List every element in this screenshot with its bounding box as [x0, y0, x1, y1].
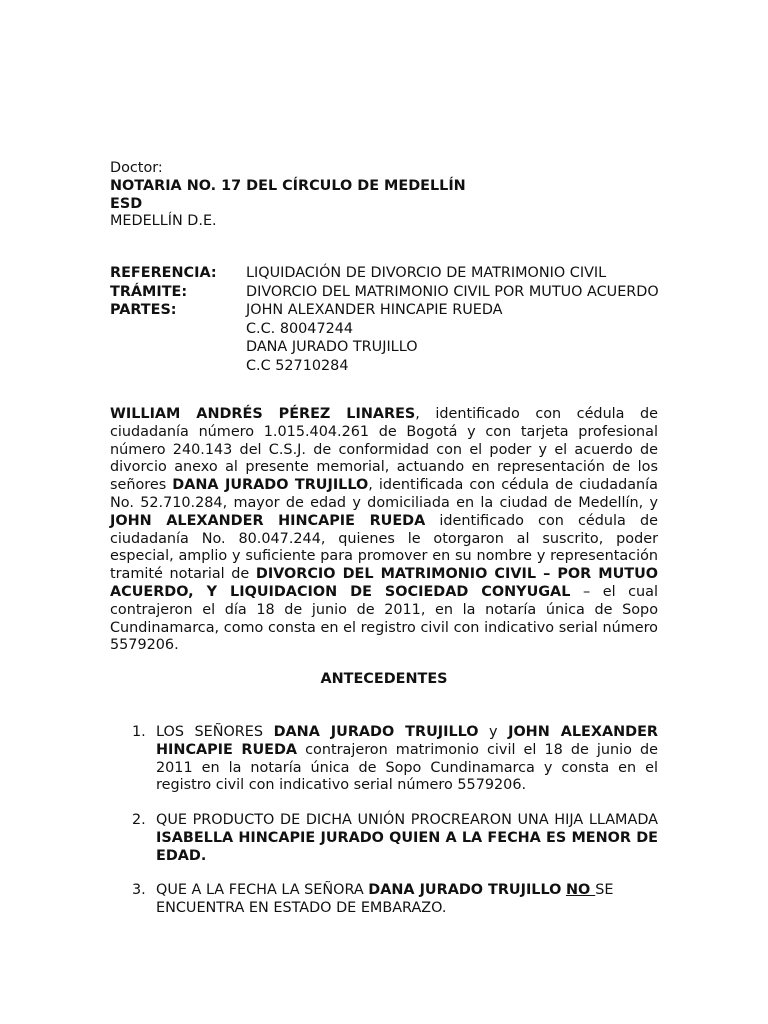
- party-name: JOHN ALEXANDER HINCAPIE RUEDA: [110, 512, 426, 529]
- addressee-block: [110, 160, 466, 231]
- parte2-id-row: [110, 358, 659, 377]
- antecedente-item: [110, 812, 658, 865]
- lawyer-name: WILLIAM ANDRÉS PÉREZ LINARES: [110, 406, 416, 422]
- parte1-id-row: [110, 321, 659, 340]
- parte1-id: C.C. 80047244: [246, 320, 354, 337]
- referencia-value: LIQUIDACIÓN DE DIVORCIO DE MATRIMONIO CIVIL: [246, 265, 607, 281]
- referencia-row: [110, 265, 659, 284]
- item-number: 2.: [132, 812, 146, 828]
- reference-block: [110, 265, 659, 376]
- notary-name: NOTARIA NO. 17 DEL CÍRCULO DE MEDELLÍN: [110, 177, 466, 194]
- parte2-id: C.C 52710284: [246, 357, 349, 374]
- antecedentes-heading: ANTECEDENTES: [320, 671, 448, 687]
- parte2-name-row: [110, 339, 659, 358]
- item-number: 1.: [132, 724, 146, 740]
- procedure-name: DIVORCIO DEL MATRIMONIO CIVIL – POR MUTUO ACUERDO, Y LIQUIDACION DE SOCIEDAD CONYUGAL: [110, 566, 658, 600]
- intro-paragraph: WILLIAM ANDRÉS PÉREZ LINARES, identificado con cédula de ciudadanía número 1.015.404.261 de Bogotá y con tarjeta profesional número 240.143 del C.S.J. de conformidad con el poder y el acuerdo de divorcio anexo al presente memorial, actuando en representación de los señores DANA JURADO TRUJILLO, identificada con cédula de ciudadanía No. 52.710.284, mayor de edad y domiciliada en la ciudad de Medellín, y JOHN ALEXANDER HINCAPIE RUEDA identificado con cédula de ciudadanía No. 80.047.244, quienes le otorgaron al suscrito, poder especial, amplio y suficiente para promover en su nombre y representación tramité notarial de DIVORCIO DEL MATRIMONIO CIVIL – POR MUTUO ACUERDO, Y LIQUIDACION DE SOCIEDAD CONYUGAL – el cual contrajeron el día 18 de junio de 2011, en la notaría única de Sopo Cundinamarca, como consta en el registro civil con indicativo serial número 5579206.: [110, 406, 658, 654]
- referencia-label: REFERENCIA:: [110, 265, 217, 281]
- tramite-label: TRÁMITE:: [110, 283, 188, 300]
- tramite-value: DIVORCIO DEL MATRIMONIO CIVIL POR MUTUO ACUERDO: [246, 283, 659, 300]
- parte1-name: JOHN ALEXANDER HINCAPIE RUEDA: [246, 302, 503, 318]
- party-name: DANA JURADO TRUJILLO: [172, 477, 369, 494]
- partes-label: PARTES:: [110, 302, 177, 318]
- salutation: Doctor:: [110, 160, 163, 176]
- item-text: QUE A LA FECHA LA SEÑORA DANA JURADO TRUJILLO NO SE ENCUENTRA EN ESTADO DE EMBARAZO.: [156, 882, 614, 916]
- esd-label: ESD: [110, 195, 143, 212]
- city-line: MEDELLÍN D.E.: [110, 213, 217, 230]
- parte2-name: DANA JURADO TRUJILLO: [246, 339, 418, 355]
- partes-row: [110, 302, 659, 321]
- antecedente-item: [110, 882, 658, 918]
- tramite-row: [110, 284, 659, 303]
- item-text: QUE PRODUCTO DE DICHA UNIÓN PROCREARON UNA HIJA LLAMADA ISABELLA HINCAPIE JURADO QUIEN A LA FECHA ES MENOR DE EDAD.: [156, 812, 658, 864]
- item-text: LOS SEÑORES DANA JURADO TRUJILLO y JOHN ALEXANDER HINCAPIE RUEDA contrajeron matrimonio civil el 18 de junio de 2011 en la notaría única de Sopo Cundinamarca y consta en el registro civil con indicativo serial número 5579206.: [156, 724, 658, 794]
- antecedente-item: [110, 724, 658, 795]
- item-number: 3.: [132, 882, 146, 898]
